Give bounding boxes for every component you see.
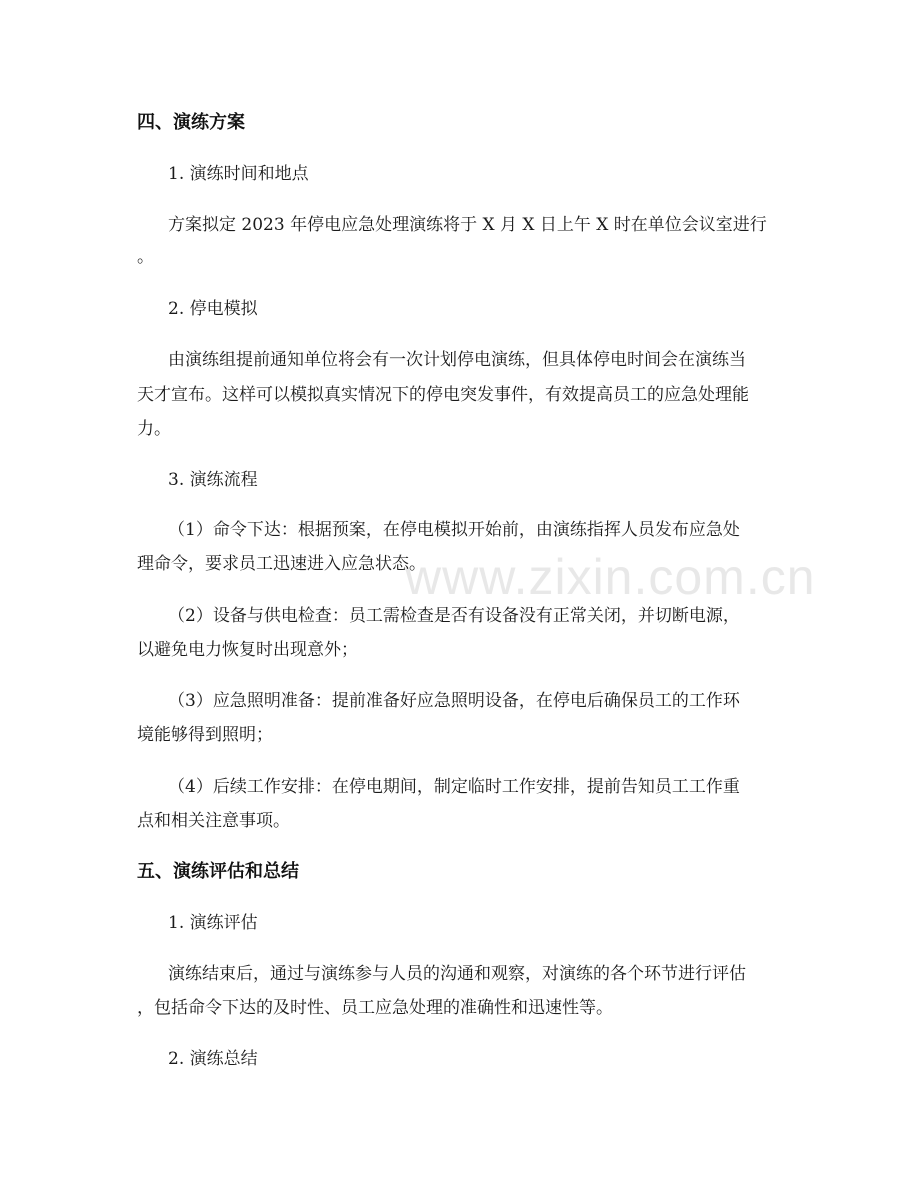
paragraph-line: 方案拟定 2023 年停电应急处理演练将于 X 月 X 日上午 X 时在单位会议室进行 bbox=[168, 215, 767, 235]
paragraph-line: 。 bbox=[137, 247, 154, 267]
subheading-outage-simulation: 2. 停电模拟 bbox=[168, 299, 258, 319]
list-item-line: （2）设备与供电检查：员工需检查是否有设备没有正常关闭，并切断电源， bbox=[168, 606, 740, 626]
list-item-line: （1）命令下达：根据预案，在停电模拟开始前，由演练指挥人员发布应急处 bbox=[168, 520, 740, 540]
list-item-line: （3）应急照明准备：提前准备好应急照明设备，在停电后确保员工的工作环 bbox=[168, 691, 740, 711]
paragraph-line: 由演练组提前通知单位将会有一次计划停电演练，但具体停电时间会在演练当 bbox=[168, 350, 746, 370]
section-heading-4: 四、演练方案 bbox=[137, 112, 245, 133]
subheading-drill-summary: 2. 演练总结 bbox=[168, 1049, 258, 1069]
list-item-line: （4）后续工作安排：在停电期间，制定临时工作安排，提前告知员工工作重 bbox=[168, 777, 740, 797]
paragraph-line: ，包括命令下达的及时性、员工应急处理的准确性和迅速性等。 bbox=[137, 998, 613, 1018]
subheading-drill-time-place: 1. 演练时间和地点 bbox=[168, 164, 309, 184]
paragraph-line: 力。 bbox=[137, 419, 171, 439]
list-item-line: 点和相关注意事项。 bbox=[137, 811, 290, 831]
list-item-line: 以避免电力恢复时出现意外； bbox=[137, 640, 358, 660]
subheading-drill-evaluation: 1. 演练评估 bbox=[168, 913, 258, 933]
section-heading-5: 五、演练评估和总结 bbox=[137, 861, 299, 882]
watermark: www.zixin.com.cn bbox=[405, 549, 816, 605]
list-item-line: 境能够得到照明； bbox=[137, 725, 273, 745]
subheading-drill-process: 3. 演练流程 bbox=[168, 470, 258, 490]
paragraph-line: 演练结束后，通过与演练参与人员的沟通和观察，对演练的各个环节进行评估 bbox=[168, 964, 746, 984]
paragraph-line: 天才宣布。这样可以模拟真实情况下的停电突发事件，有效提高员工的应急处理能 bbox=[137, 385, 749, 405]
list-item-line: 理命令，要求员工迅速进入应急状态。 bbox=[137, 554, 426, 574]
